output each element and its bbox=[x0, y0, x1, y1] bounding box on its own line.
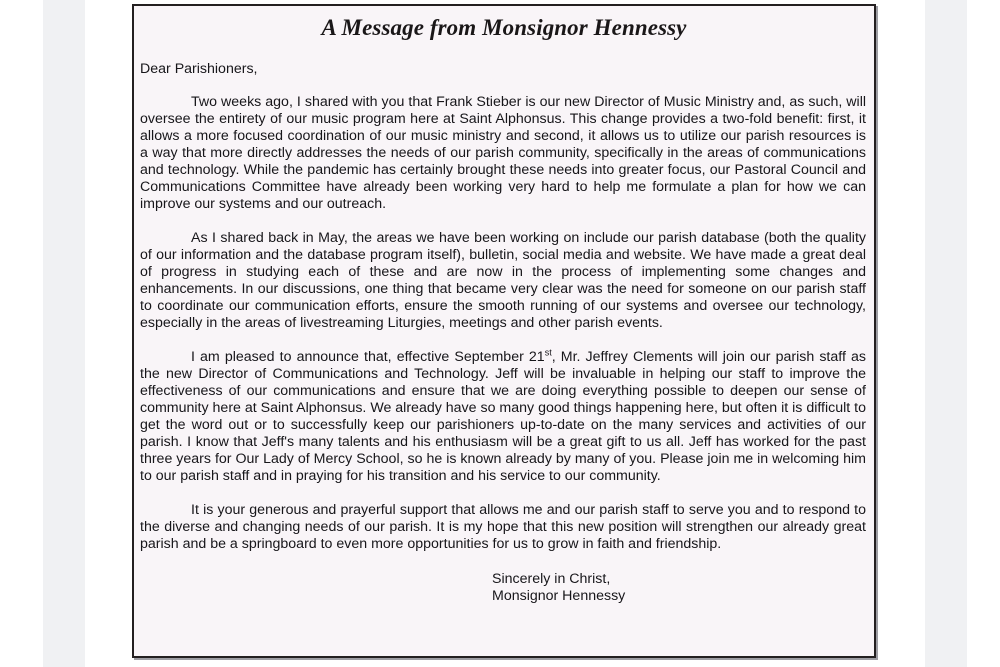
closing-line-2: Monsignor Hennessy bbox=[492, 588, 626, 604]
salutation: Dear Parishioners, bbox=[140, 61, 258, 77]
paragraph-announcement bbox=[140, 349, 866, 485]
page-band-right bbox=[925, 0, 967, 667]
page-title: A Message from Monsignor Hennessy bbox=[321, 15, 687, 40]
closing-line-1: Sincerely in Christ, bbox=[492, 571, 611, 587]
paragraph-music-ministry: Two weeks ago, I shared with you that Frank Stieber is our new Director of Music Ministry and, as such, will oversee the entirety of our music program here at Saint Alphonsus. This change provides a two-fold benefit: first, it allows a more focused coordination of our music ministry and second, it allows us to utilize our parish resources is a way that more directly addresses the needs of our parish community, specifically in the areas of communications and technology. While the pandemic has certainly brought these needs into greater focus, our Pastoral Council and Communications Committee have already been working very hard to help me formulate a plan for how we can improve our systems and our outreach. bbox=[140, 94, 866, 212]
announcement-text-before-date: I am pleased to announce that, effective September 21 bbox=[191, 349, 545, 365]
date-ordinal-suffix: st bbox=[544, 347, 552, 358]
message-box bbox=[132, 4, 876, 658]
closing-signature bbox=[492, 571, 866, 605]
page-band-left bbox=[43, 0, 85, 667]
paragraph-areas-of-work: As I shared back in May, the areas we have been working on include our parish database (both the quality of our information and the database program itself), bulletin, social media and website. We have made a great deal of progress in studying each of these and are now in the process of implementing some changes and enhancements. In our discussions, one thing that became very clear was the need for someone on our parish staff to coordinate our communication efforts, ensure the smooth running of our systems and oversee our technology, especially in the areas of livestreaming Liturgies, meetings and other parish events. bbox=[140, 230, 866, 331]
paragraph-support: It is your generous and prayerful support that allows me and our parish staff to serve you and to respond to the diverse and changing needs of our parish. It is my hope that this new position will strengthen our already great parish and be a springboard to even more opportunities for us to grow in faith and friendship. bbox=[140, 502, 866, 552]
letter-body bbox=[137, 61, 871, 605]
announcement-text-after-date: , Mr. Jeffrey Clements will join our parish staff as the new Director of Communications and Technology. Jeff will be invaluable in helping our staff to improve the effectiveness of our communications and ensure that we are doing everything possible to deepen our sense of community here at Saint Alphonsus. We already have so many good things happening here, but often it is difficult to get the word out or to successfully keep our parishioners up-to-date on the many services and activities of our parish. I know that Jeff's many talents and his enthusiasm will be a great gift to us all. Jeff has worked for the past three years for Our Lady of Mercy School, so he is known already by many of you. Please join me in welcoming him to our parish staff and in praying for his transition and his service to our community. bbox=[140, 349, 866, 484]
